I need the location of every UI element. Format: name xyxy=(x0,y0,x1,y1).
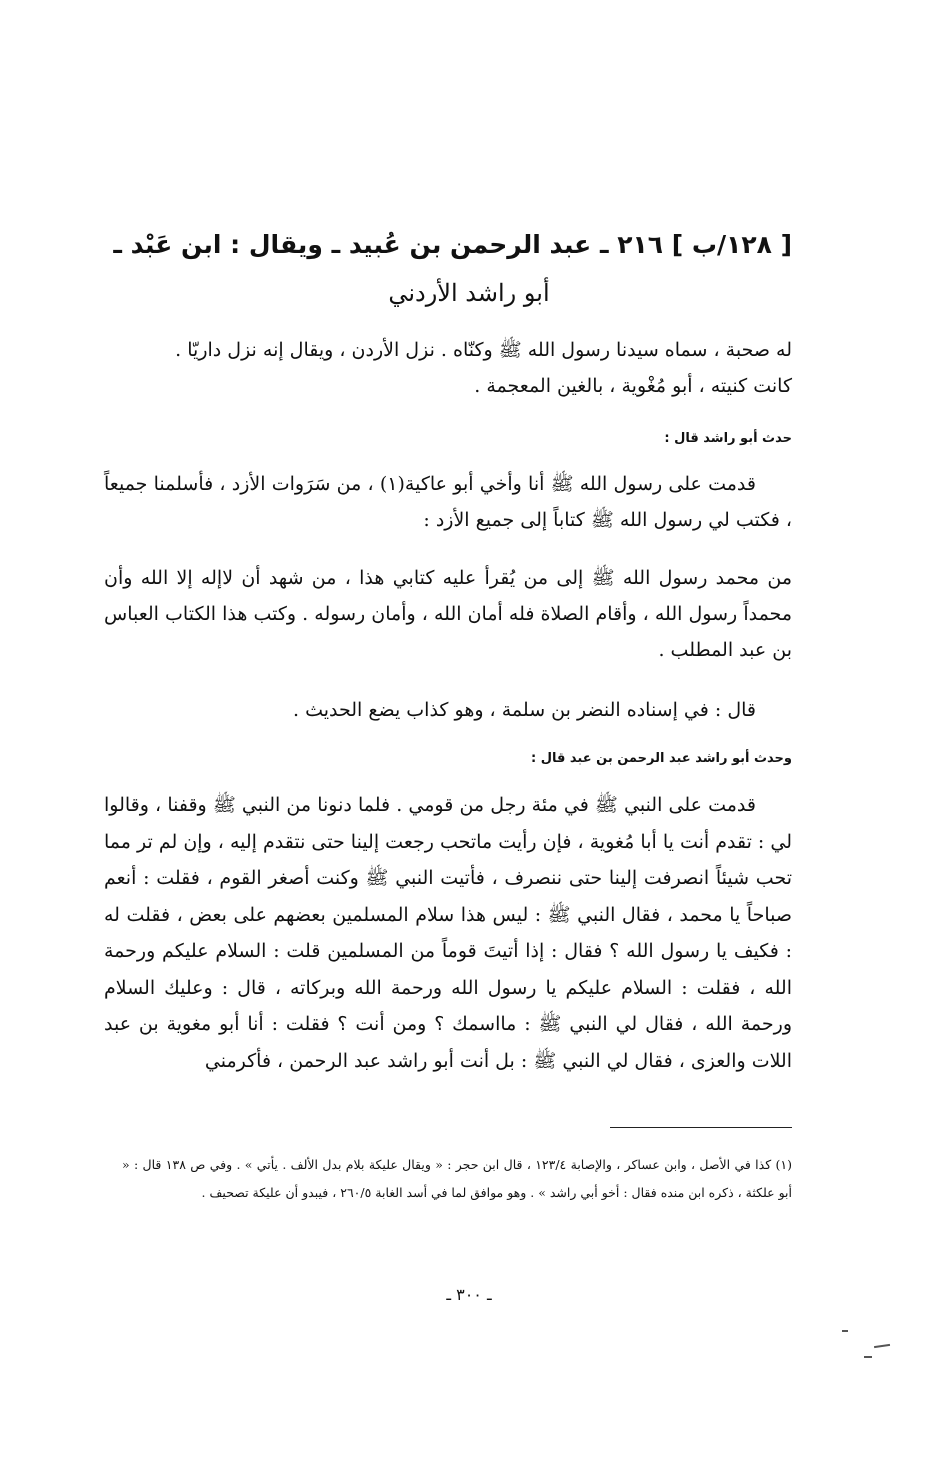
intro-line: كانت كنيته ، أبو مُغْوية ، بالغين المعجمة . xyxy=(474,375,792,397)
scan-speck xyxy=(874,1344,890,1348)
intro-paragraph xyxy=(104,332,792,404)
isnad-note: قال : في إسناده النضر بن سلمة ، وهو كذاب يضع الحديث . xyxy=(293,699,756,721)
footnote-divider xyxy=(610,1127,792,1128)
narration-heading: وحدث أبو راشد عبد الرحمن بن عبد قال : xyxy=(530,751,792,766)
intro-line: له صحبة ، سماه سيدنا رسول الله ﷺ وكنّاه . نزل الأردن ، ويقال إنه نزل داريّا . xyxy=(175,339,792,361)
narration-paragraph: قدمت على رسول الله ﷺ أنا وأخي أبو عاكية(١) ، من سَرَوات الأزد ، فأسلمنا جميعاً ، فكتب لي رسول الله ﷺ كتاباً إلى جميع الأزد : xyxy=(104,473,792,531)
entry-title: [ ١٢٨/ب ] ٢١٦ ـ عبد الرحمن بن عُبيد ـ ويقال : ابن عَبْد ـ xyxy=(113,230,792,259)
footnote: (١) كذا في الأصل ، وابن عساكر ، والإصابة ١٢٣/٤ ، قال ابن حجر : « ويقال عليكة بلام بدل الألف . يأتي » . وفي ص ١٣٨ قال : « أبو علكثة ، ذكره ابن منده فقال : أخو أبي راشد » . وهو موافق لما في أسد الغابة ٢٦٠/٥ ، فيبدو أن عليكة تصحيف . xyxy=(122,1157,792,1200)
narration-heading: حدث أبو راشد قال : xyxy=(664,431,792,446)
entry-subtitle: أبو راشد الأردني xyxy=(388,279,550,307)
scan-speck xyxy=(842,1330,848,1332)
narration-paragraph: قدمت على النبي ﷺ في مئة رجل من قومي . فلما دنونا من النبي ﷺ وقفنا ، وقالوا لي : تقدم أنت يا أبا مُغوية ، فإن رأيت ماتحب رجعت إلينا حتى نتقدم إليه ، وإن لم تر مما تحب شيئاً انصرفت إلينا حتى ننصرف ، فأتيت النبي ﷺ وكنت أصغر القوم ، فقلت : أنعم صباحاً يا محمد ، فقال النبي ﷺ : ليس هذا سلام المسلمين بعضهم على بعض ، فقلت له : فكيف يا رسول الله ؟ فقال : إذا أتيتَ قوماً من المسلمين قلت : السلام عليكم ورحمة الله ، فقلت : السلام عليكم يا رسول الله ورحمة الله وبركاته ، قال : وعليك السلام ورحمة الله ، فقال لي النبي ﷺ : مااسمك ؟ ومن أنت ؟ فقلت : أنا أبو مغوية بن عبد اللات والعزى ، فقال لي النبي ﷺ : بل أنت أبو راشد عبد الرحمن ، فأكرمني xyxy=(104,794,792,1072)
page-number: ـ ٣٠٠ ـ xyxy=(446,1285,492,1304)
scan-speck xyxy=(864,1356,872,1358)
letter-paragraph: من محمد رسول الله ﷺ إلى من يُقرأ عليه كتابي هذا ، من شهد أن لاإله إلا الله وأن محمداً رسول الله ، وأقام الصلاة فله أمان الله ، وأمان رسوله . وكتب هذا الكتاب العباس بن عبد المطلب . xyxy=(104,567,792,661)
